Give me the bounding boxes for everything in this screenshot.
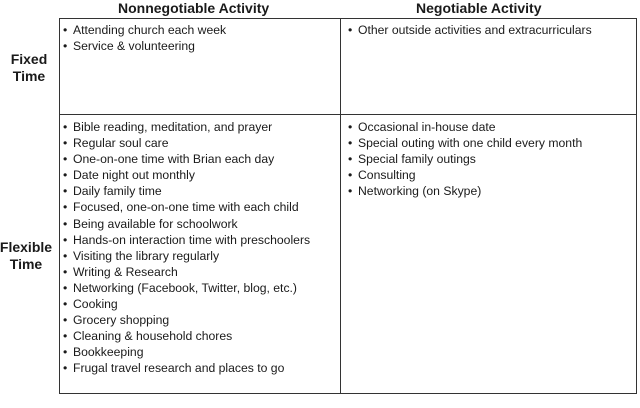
list-item: • Daily family time: [62, 183, 336, 199]
list-item: • Other outside activities and extracurriculars: [347, 22, 633, 38]
row-divider: [59, 114, 637, 115]
flexible-time-row-label: [0, 239, 58, 273]
list-item: • Frugal travel research and places to go: [62, 360, 336, 376]
list-item: • Consulting: [347, 167, 633, 183]
negotiable-column-header: Negotiable Activity: [416, 0, 542, 16]
list-item: • Date night out monthly: [62, 167, 336, 183]
fixed-time-row-label: [0, 51, 58, 85]
fixed-time-label-line1: Fixed: [10, 51, 48, 67]
list-item: • Special family outings: [347, 151, 633, 167]
list-item: • Special outing with one child every month: [347, 135, 633, 151]
list-item: • Hands-on interaction time with preschoolers: [62, 232, 336, 248]
list-item: • Writing & Research: [62, 264, 336, 280]
flexible-time-label-line1: Flexible: [0, 239, 53, 255]
fixed-negotiable-cell: [347, 22, 633, 38]
list-item: • Occasional in-house date: [347, 119, 633, 135]
list-item: • Bookkeeping: [62, 344, 336, 360]
column-divider: [340, 18, 341, 394]
list-item: • Grocery shopping: [62, 312, 336, 328]
fixed-time-label-line2: Time: [12, 68, 46, 84]
list-item: • One-on-one time with Brian each day: [62, 151, 336, 167]
flexible-nonnegotiable-cell: [62, 119, 336, 377]
list-item: • Networking (Facebook, Twitter, blog, etc.): [62, 280, 336, 296]
flexible-negotiable-cell: [347, 119, 633, 199]
list-item: • Attending church each week: [62, 22, 336, 38]
list-item: • Focused, one-on-one time with each child: [62, 199, 336, 215]
fixed-nonnegotiable-cell: [62, 22, 336, 54]
list-item: • Cooking: [62, 296, 336, 312]
list-item: • Bible reading, meditation, and prayer: [62, 119, 336, 135]
list-item: • Being available for schoolwork: [62, 216, 336, 232]
list-item: • Cleaning & household chores: [62, 328, 336, 344]
list-item: • Networking (on Skype): [347, 183, 633, 199]
list-item: • Visiting the library regularly: [62, 248, 336, 264]
nonnegotiable-column-header: Nonnegotiable Activity: [118, 0, 270, 16]
list-item: • Regular soul care: [62, 135, 336, 151]
flexible-time-label-line2: Time: [9, 256, 43, 272]
list-item: • Service & volunteering: [62, 38, 336, 54]
